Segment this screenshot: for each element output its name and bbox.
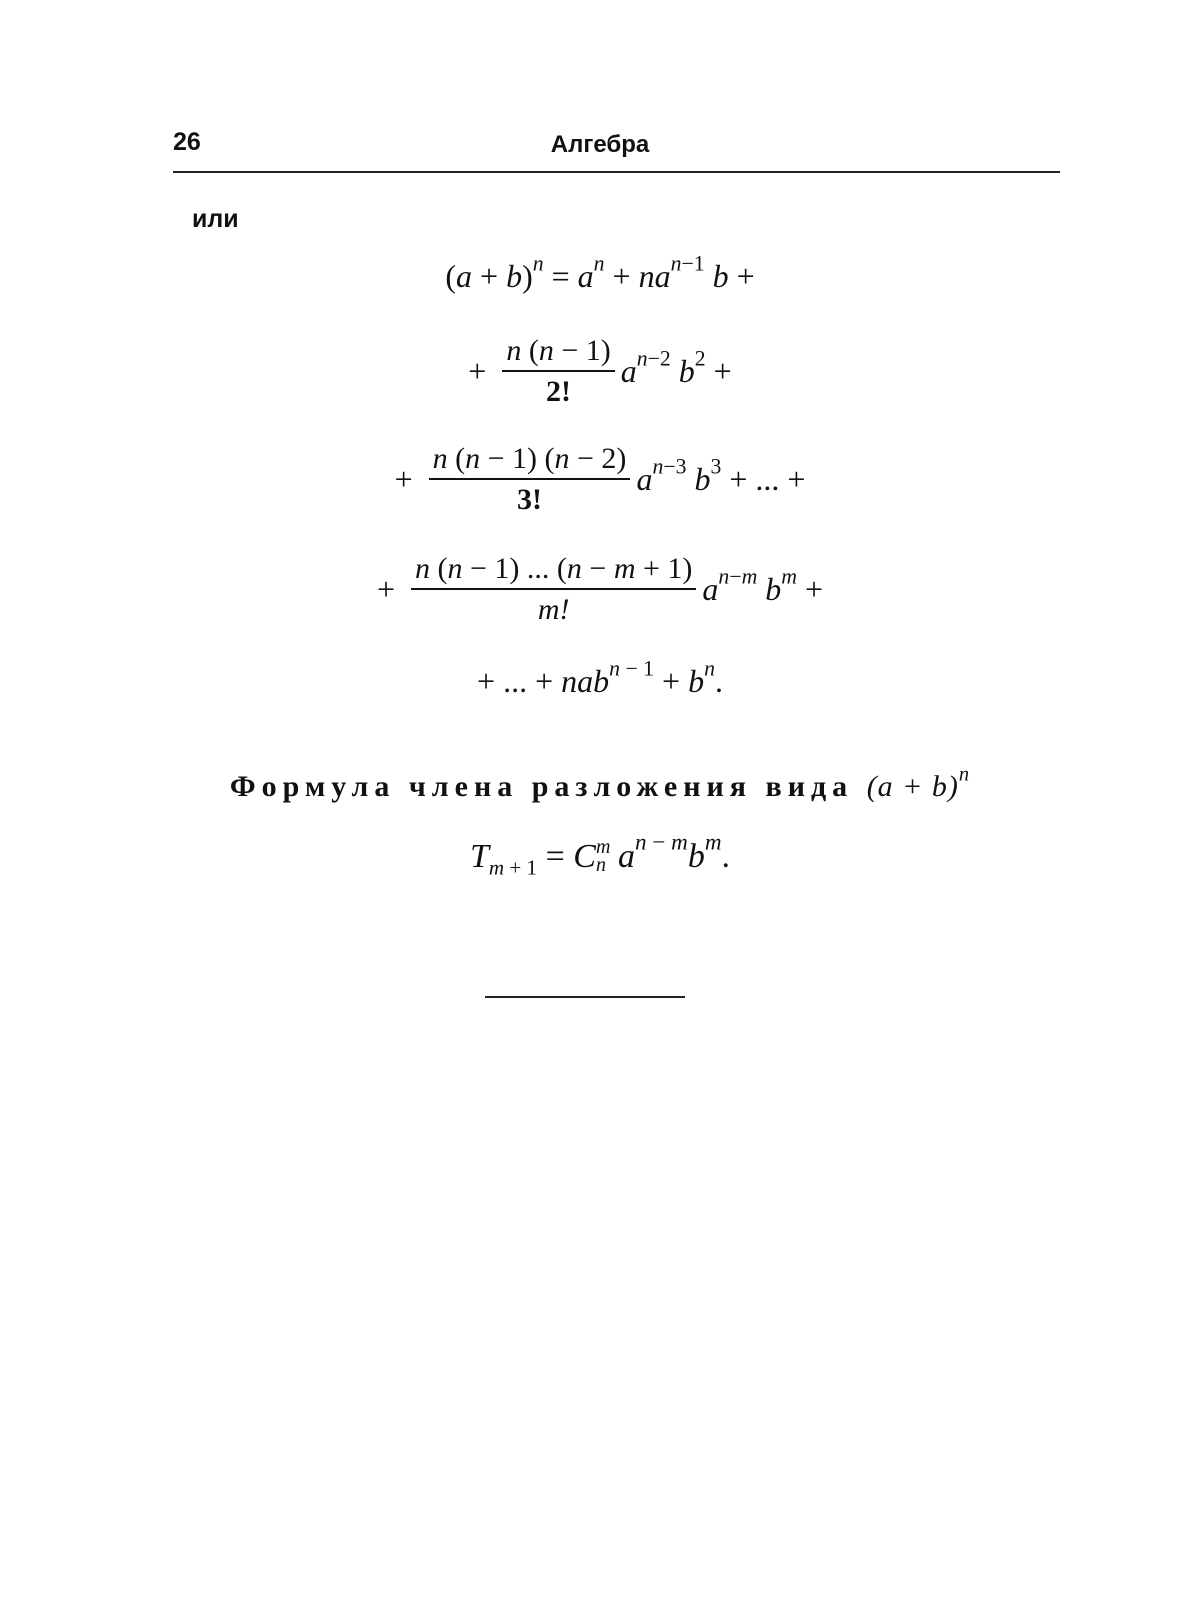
fraction-term-m: $\frac{n (n - 1) ... (n - m + 1)}{m!}$ [411,553,696,625]
formula-heading-text: Формула члена разложения вида [229,770,854,803]
header-divider [173,171,1060,173]
intro-word: или [192,205,239,233]
fraction-term-3: $\frac{n (n - 1) (n - 2)}{3!}$ [429,443,631,515]
binomial-line-2: + $\frac{n (n - 1)}{2!}$ $a^{n-2}$ $b^2$ + [468,334,732,408]
binomial-line-4: + $\frac{n (n - 1) ... (n - m + 1)}{m!}$ $a^{n-m}$ $b^m$ + [376,552,824,626]
section-end-rule [485,996,685,998]
general-term-formula: $T_{m + 1} = C$ m n $a^{n - m}b^m$. [469,829,731,880]
formula-heading-math: $(a + b)^n$ [866,763,971,803]
binomial-line-3: + $\frac{n (n - 1) (n - 2)}{3!}$ $a^{n-3}$ $b^3$ + ... + [394,442,806,516]
section-title: Алгебра [550,131,650,158]
fraction-term-2: $\frac{n (n - 1)}{2!}$ [502,335,614,407]
binomial-line-5: + ... + $nab^{n - 1} + b^n$. [477,656,723,699]
formula-heading [0,763,1200,804]
page-number: 26 [173,128,201,156]
binomial-line-1: $(a + b)^n = a^n + na^{n-1}$ b + [445,251,755,294]
